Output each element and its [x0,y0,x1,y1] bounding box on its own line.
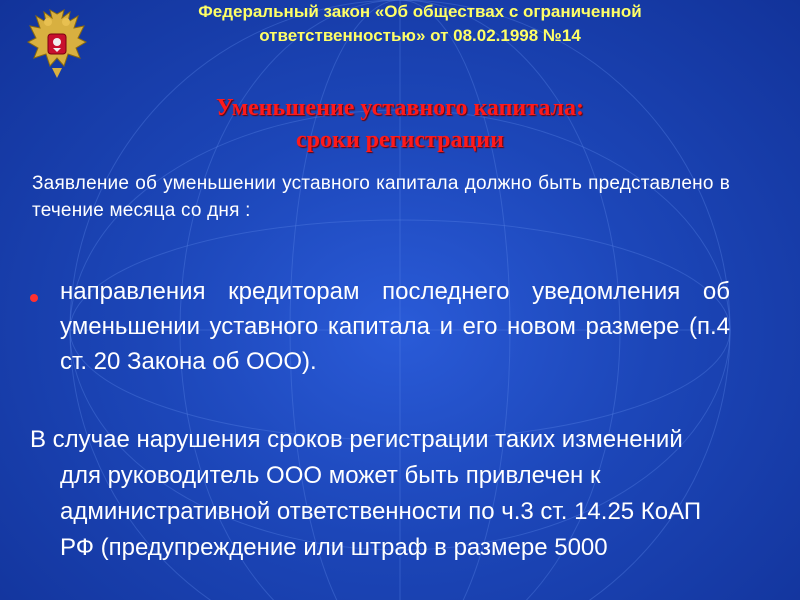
bullet-list-item [30,274,730,379]
law-title-line-1: Федеральный закон «Об обществах с ограниченной [198,2,642,21]
law-title-line-2: ответственностью» от 08.02.1998 №14 [259,26,581,45]
closing-paragraph-text: В случае нарушения сроков регистрации таких изменений для руководитель ООО может быть привлечен к административной ответственности по ч.3 ст. 14.25 КоАП РФ (предупреждение или штраф в размере 5000 [30,426,702,561]
russian-coat-of-arms-icon [22,8,92,80]
bullet-marker-icon [30,294,38,302]
slide-subtitle [0,92,800,156]
subtitle-line-1: Уменьшение уставного капитала: [215,95,585,121]
law-title-header [100,0,740,48]
subtitle-line-2: сроки регистрации [296,127,504,153]
intro-paragraph: Заявление об уменьшении уставного капитала должно быть представлено в течение месяца со дня : [32,173,730,221]
bullet-item-text: направления кредиторам последнего уведомления об уменьшении уставного капитала и его новом размере (п.4 ст. 20 Закона об ООО). [60,278,730,375]
closing-paragraph [30,422,730,566]
